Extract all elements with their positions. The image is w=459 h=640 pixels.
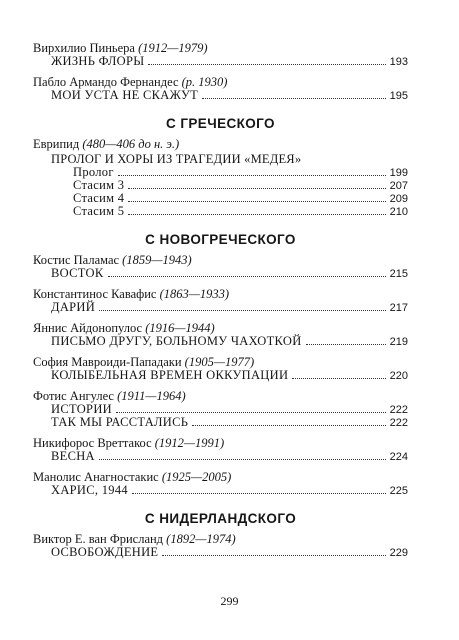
toc-entry: [33, 369, 408, 382]
dot-leader: [118, 175, 386, 176]
author-dates: (1905—1977): [184, 355, 255, 369]
entry-page-number: 224: [389, 451, 408, 463]
section-title: С ГРЕЧЕСКОГО: [166, 116, 275, 131]
author-name: Вирхилио Пиньера: [33, 41, 135, 55]
author-name: Еврипид: [33, 137, 80, 151]
dot-leader: [116, 412, 386, 413]
author-name: Пабло Армандо Фернандес: [33, 75, 179, 89]
toc-entry: [33, 267, 408, 280]
author-name: Костис Паламас: [33, 253, 120, 267]
author-dates: (480—406 до н. э.): [82, 137, 180, 151]
toc-entry: [33, 205, 408, 218]
entry-page-number: 220: [389, 370, 408, 382]
author-name: Фотис Ангулес: [33, 389, 114, 403]
entry-title: МОИ УСТА НЕ СКАЖУТ: [51, 88, 199, 102]
toc-entry: [33, 484, 408, 497]
entry-title: ЖИЗНЬ ФЛОРЫ: [51, 54, 145, 68]
entry-page-number: 207: [389, 180, 408, 192]
entry-page-number: 225: [389, 485, 408, 497]
author-dates: (р. 1930): [181, 75, 228, 89]
author-name: Никифорос Вреттакос: [33, 436, 152, 450]
dot-leader: [128, 188, 385, 189]
entry-page-number: 193: [389, 56, 408, 68]
entry-page-number: 199: [389, 167, 408, 179]
dot-leader: [108, 276, 386, 277]
dot-leader: [99, 459, 386, 460]
entry-page-number: 222: [389, 417, 408, 429]
dot-leader: [99, 310, 386, 311]
dot-leader: [292, 378, 385, 379]
toc-entry: [33, 416, 408, 429]
entry-title: ВЕСНА: [51, 449, 95, 463]
entry-title: ХАРИС, 1944: [51, 483, 128, 497]
page-number: 299: [220, 594, 239, 608]
dot-leader: [192, 425, 385, 426]
toc-entry: [33, 301, 408, 314]
author-name: Манолис Анагностакис: [33, 470, 159, 484]
author-dates: (1925—2005): [161, 470, 232, 484]
entry-title: Стасим 3: [73, 178, 125, 192]
author-dates: (1863—1933): [159, 287, 230, 301]
toc-entry: [33, 450, 408, 463]
entry-page-number: 229: [389, 547, 408, 559]
author-dates: (1911—1964): [117, 389, 186, 403]
entry-page-number: 209: [389, 193, 408, 205]
entry-title: Стасим 5: [73, 204, 125, 218]
author-line: [33, 138, 408, 151]
author-dates: (1912—1991): [154, 436, 225, 450]
author-dates: (1892—1974): [166, 532, 236, 546]
entry-page-number: 215: [389, 268, 408, 280]
entry-title: Стасим 4: [73, 191, 125, 205]
author-name: Виктор Е. ван Фрисланд: [33, 532, 164, 546]
toc-entry: [33, 89, 408, 102]
dot-leader: [148, 64, 385, 65]
entry-title: Пролог: [73, 165, 114, 179]
dot-leader: [132, 493, 386, 494]
author-dates: (1859—1943): [122, 253, 192, 267]
author-dates: (1912—1979): [138, 41, 208, 55]
entry-title: ПРОЛОГ И ХОРЫ ИЗ ТРАГЕДИИ «МЕДЕЯ»: [51, 152, 302, 166]
entry-title: КОЛЫБЕЛЬНАЯ ВРЕМЕН ОККУПАЦИИ: [51, 368, 289, 382]
entry-page-number: 195: [389, 90, 408, 102]
dot-leader: [306, 344, 386, 345]
toc-entry: [33, 55, 408, 68]
dot-leader: [128, 201, 385, 202]
entry-title: ПИСЬМО ДРУГУ, БОЛЬНОМУ ЧАХОТКОЙ: [51, 334, 302, 348]
entry-page-number: 219: [389, 336, 408, 348]
toc-entry: [33, 335, 408, 348]
author-name: Константинос Кавафис: [33, 287, 157, 301]
dot-leader: [128, 214, 385, 215]
section-title: С НИДЕРЛАНДСКОГО: [144, 511, 297, 526]
dot-leader: [162, 555, 385, 556]
entry-title: ДАРИЙ: [51, 300, 96, 314]
author-name: Яннис Айдонопулос: [33, 321, 143, 335]
entry-title: ОСВОБОЖДЕНИЕ: [51, 545, 159, 559]
dot-leader: [202, 98, 386, 99]
author-dates: (1916—1944): [145, 321, 215, 335]
entry-page-number: 217: [389, 302, 408, 314]
entry-page-number: 222: [389, 404, 408, 416]
entry-title: ВОСТОК: [51, 266, 104, 280]
entry-title: ТАК МЫ РАССТАЛИСЬ: [51, 415, 189, 429]
entry-page-number: 210: [389, 206, 408, 218]
author-name: София Мавроиди-Пападаки: [33, 355, 182, 369]
section-title: С НОВОГРЕЧЕСКОГО: [145, 232, 296, 247]
toc-entry: [33, 546, 408, 559]
table-of-contents: [33, 42, 408, 559]
entry-title: ИСТОРИИ: [51, 402, 112, 416]
